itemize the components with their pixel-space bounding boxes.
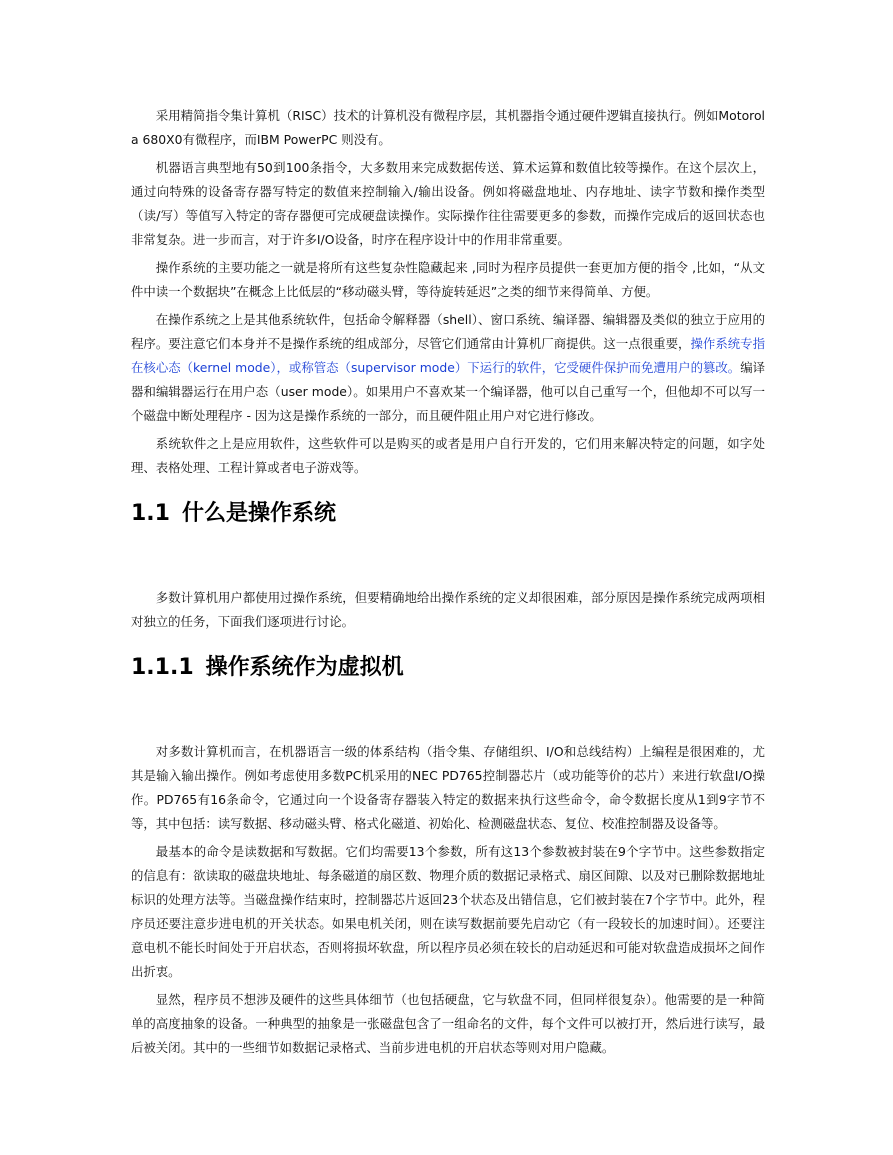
paragraph-machine-level-programming: 对多数计算机而言，在机器语言一级的体系结构（指令集、存储组织、I/O和总线结构）上编程是很困难的，尤其是输入输出操作。例如考虑使用多数PC机采用的NEC PD765控制器芯片（或功能等价的芯片）来进行软盘I/O操作。PD765有16条命令，它通过向一个设备寄存器装入特定的数据来执行这些命令，命令数据长度从1到9字节不等，其中包括：读写数据、移动磁头臂、格式化磁道、初始化、检测磁盘状态、复位、校准控制器及设备等。 (131, 744, 765, 831)
section-heading-1-1 (131, 498, 765, 530)
paragraph-os-function: 操作系统的主要功能之一就是将所有这些复杂性隐藏起来 ,同时为程序员提供一套更加方便的指令 ,比如，“从文件中读一个数据块”在概念上比低层的“移动磁头臂，等待旋转延迟”之类的细节来得简单、方便。 (131, 260, 765, 299)
section-title: 什么是操作系统 (181, 501, 336, 526)
kernel-mode-highlight: 操作系统专指在核心态（kernel mode），或称管态（supervisor mode）下运行的软件，它受硬件保护而免遭用户的篡改。 (131, 336, 766, 375)
paragraph-system-software (131, 308, 765, 428)
paragraph-risc: 采用精简指令集计算机（RISC）技术的计算机没有微程序层，其机器指令通过硬件逻辑直接执行。例如Motorola 680X0有微程序，而IBM PowerPC 则没有。 (131, 108, 765, 147)
system-software-text-before: 在操作系统之上是其他系统软件，包括命令解释器（shell）、窗口系统、编译器、编辑器及类似的独立于应用的程序。要注意它们本身并不是操作系统的组成部分，尽管它们通常由计算机厂商提供。这一点很重要， (131, 312, 765, 351)
paragraph-application-software: 系统软件之上是应用软件，这些软件可以是购买的或者是用户自行开发的，它们用来解决特定的问题，如字处理、表格处理、工程计算或者电子游戏等。 (131, 436, 765, 475)
subsection-title: 操作系统作为虚拟机 (205, 655, 404, 680)
document-body (131, 104, 765, 1064)
section-heading-1-1-1 (131, 652, 765, 684)
paragraph-abstraction: 显然，程序员不想涉及硬件的这些具体细节（也包括硬盘，它与软盘不同，但同样很复杂）。他需要的是一种简单的高度抽象的设备。一种典型的抽象是一张磁盘包含了一组命名的文件，每个文件可以被打开，然后进行读写，最后被关闭。其中的一些细节如数据记录格式、当前步进电机的开启状态等则对用户隐藏。 (131, 992, 765, 1055)
section-number: 1.1 (131, 501, 170, 526)
subsection-number: 1.1.1 (131, 655, 194, 680)
paragraph-read-write-commands: 最基本的命令是读数据和写数据。它们均需要13个参数，所有这13个参数被封装在9个字节中。这些参数指定的信息有：欲读取的磁盘块地址、每条磁道的扇区数、物理介质的数据记录格式、扇区间隙、以及对已删除数据地址标识的处理方法等。当磁盘操作结束时，控制器芯片返回23个状态及出错信息，它们被封装在7个字节中。此外，程序员还要注意步进电机的开关状态。如果电机关闭，则在读写数据前要先启动它（有一段较长的加速时间）。还要注意电机不能长时间处于开启状态，否则将损坏软盘，所以程序员必须在较长的启动延迟和可能对软盘造成损坏之间作出折衷。 (131, 844, 765, 979)
system-software-text-after: 编译器和编辑器运行在用户态（user mode）。如果用户不喜欢某一个编译器，他可以自己重写一个，但他却不可以写一个磁盘中断处理程序 - 因为这是操作系统的一部分，而且硬件阻止用户对它进行修改。 (131, 360, 766, 423)
paragraph-machine-language: 机器语言典型地有50到100条指令，大多数用来完成数据传送、算术运算和数值比较等操作。在这个层次上，通过向特殊的设备寄存器写特定的数值来控制输入/输出设备。例如将磁盘地址、内存地址、读字节数和操作类型（读/写）等值写入特定的寄存器便可完成硬盘读操作。实际操作往往需要更多的参数，而操作完成后的返回状态也非常复杂。进一步而言，对于许多I/O设备，时序在程序设计中的作用非常重要。 (131, 160, 765, 247)
paragraph-os-definition: 多数计算机用户都使用过操作系统，但要精确地给出操作系统的定义却很困难，部分原因是操作系统完成两项相对独立的任务，下面我们逐项进行讨论。 (131, 590, 765, 629)
